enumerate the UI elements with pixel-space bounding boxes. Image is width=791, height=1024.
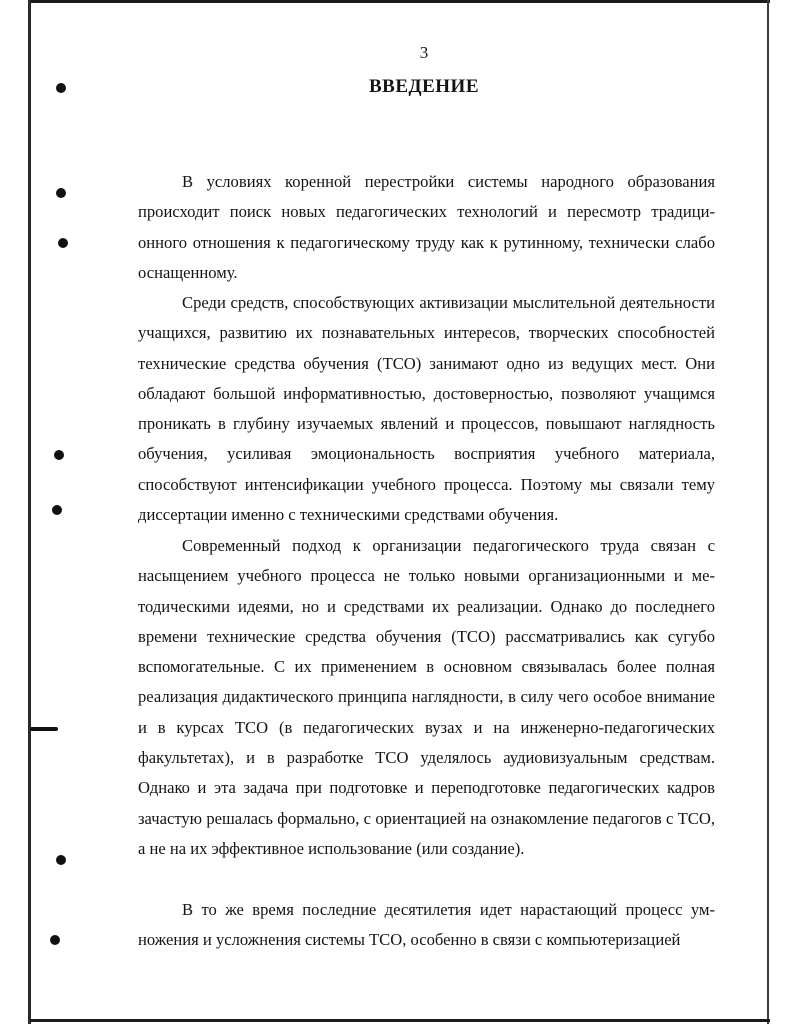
- scan-border-right: [767, 0, 769, 1024]
- binding-hole-mark: [56, 855, 66, 865]
- section-heading: ВВЕДЕНИЕ: [369, 76, 479, 97]
- body-paragraph: В условиях коренной перестройки системы народного образования происходит поиск новых педагогических технологий и пересмотр традиционного отношения к педагогическому труду как к рутинному, технически слабо оснащенному.: [138, 172, 715, 282]
- scan-border-bottom: [30, 1019, 770, 1022]
- scan-border-top: [30, 0, 770, 3]
- binding-hole-mark: [52, 505, 62, 515]
- scan-edge-mark: [30, 727, 58, 731]
- binding-hole-mark: [56, 188, 66, 198]
- binding-hole-mark: [50, 935, 60, 945]
- body-paragraph: Современный подход к организации педагогического труда связан с насыщением учебного процесса не только новыми организационными и методическими идеями, но и средствами их реализации. Однако до последнего времени технические средства обучения (ТСО) рассматривались как сугубо вспомогательные. С их применением в основном связывалась более полная реализация дидактического принципа наглядности, в силу чего особое внимание и в курсах ТСО (в педагогических вузах и на инженерно-педагогических факультетах), и в разработке ТСО уделялось аудиовизуальным средствам. Однако и эта задача при подготовке и переподготовке педагогических кадров зачастую решалась формально, с ориентацией на ознакомление педагогов с ТСО, а не на их эффективное использование (или создание).: [138, 536, 715, 858]
- body-paragraph: В то же время последние десятилетия идет нарастающий процесс умножения и усложнения системы ТСО, особенно в связи с компьютеризацией: [138, 900, 715, 950]
- page-number: 3: [419, 43, 429, 62]
- binding-hole-mark: [54, 450, 64, 460]
- body-paragraph: Среди средств, способствующих активизации мыслительной деятельности учащихся, развитию их познавательных интересов, творческих способностей технические средства обучения (ТСО) занимают одно из ведущих мест. Они обладают большой информативностью, достоверностью, позволяют учащимся проникать в глубину изучаемых явлений и процессов, повышают наглядность обучения, усиливая эмоциональность восприятия учебного материала, способствуют интенсификации учебного процесса. Поэтому мы связали тему диссертации именно с техническими средствами обучения.: [138, 293, 715, 525]
- scan-border-left: [28, 0, 31, 1024]
- binding-hole-mark: [58, 238, 68, 248]
